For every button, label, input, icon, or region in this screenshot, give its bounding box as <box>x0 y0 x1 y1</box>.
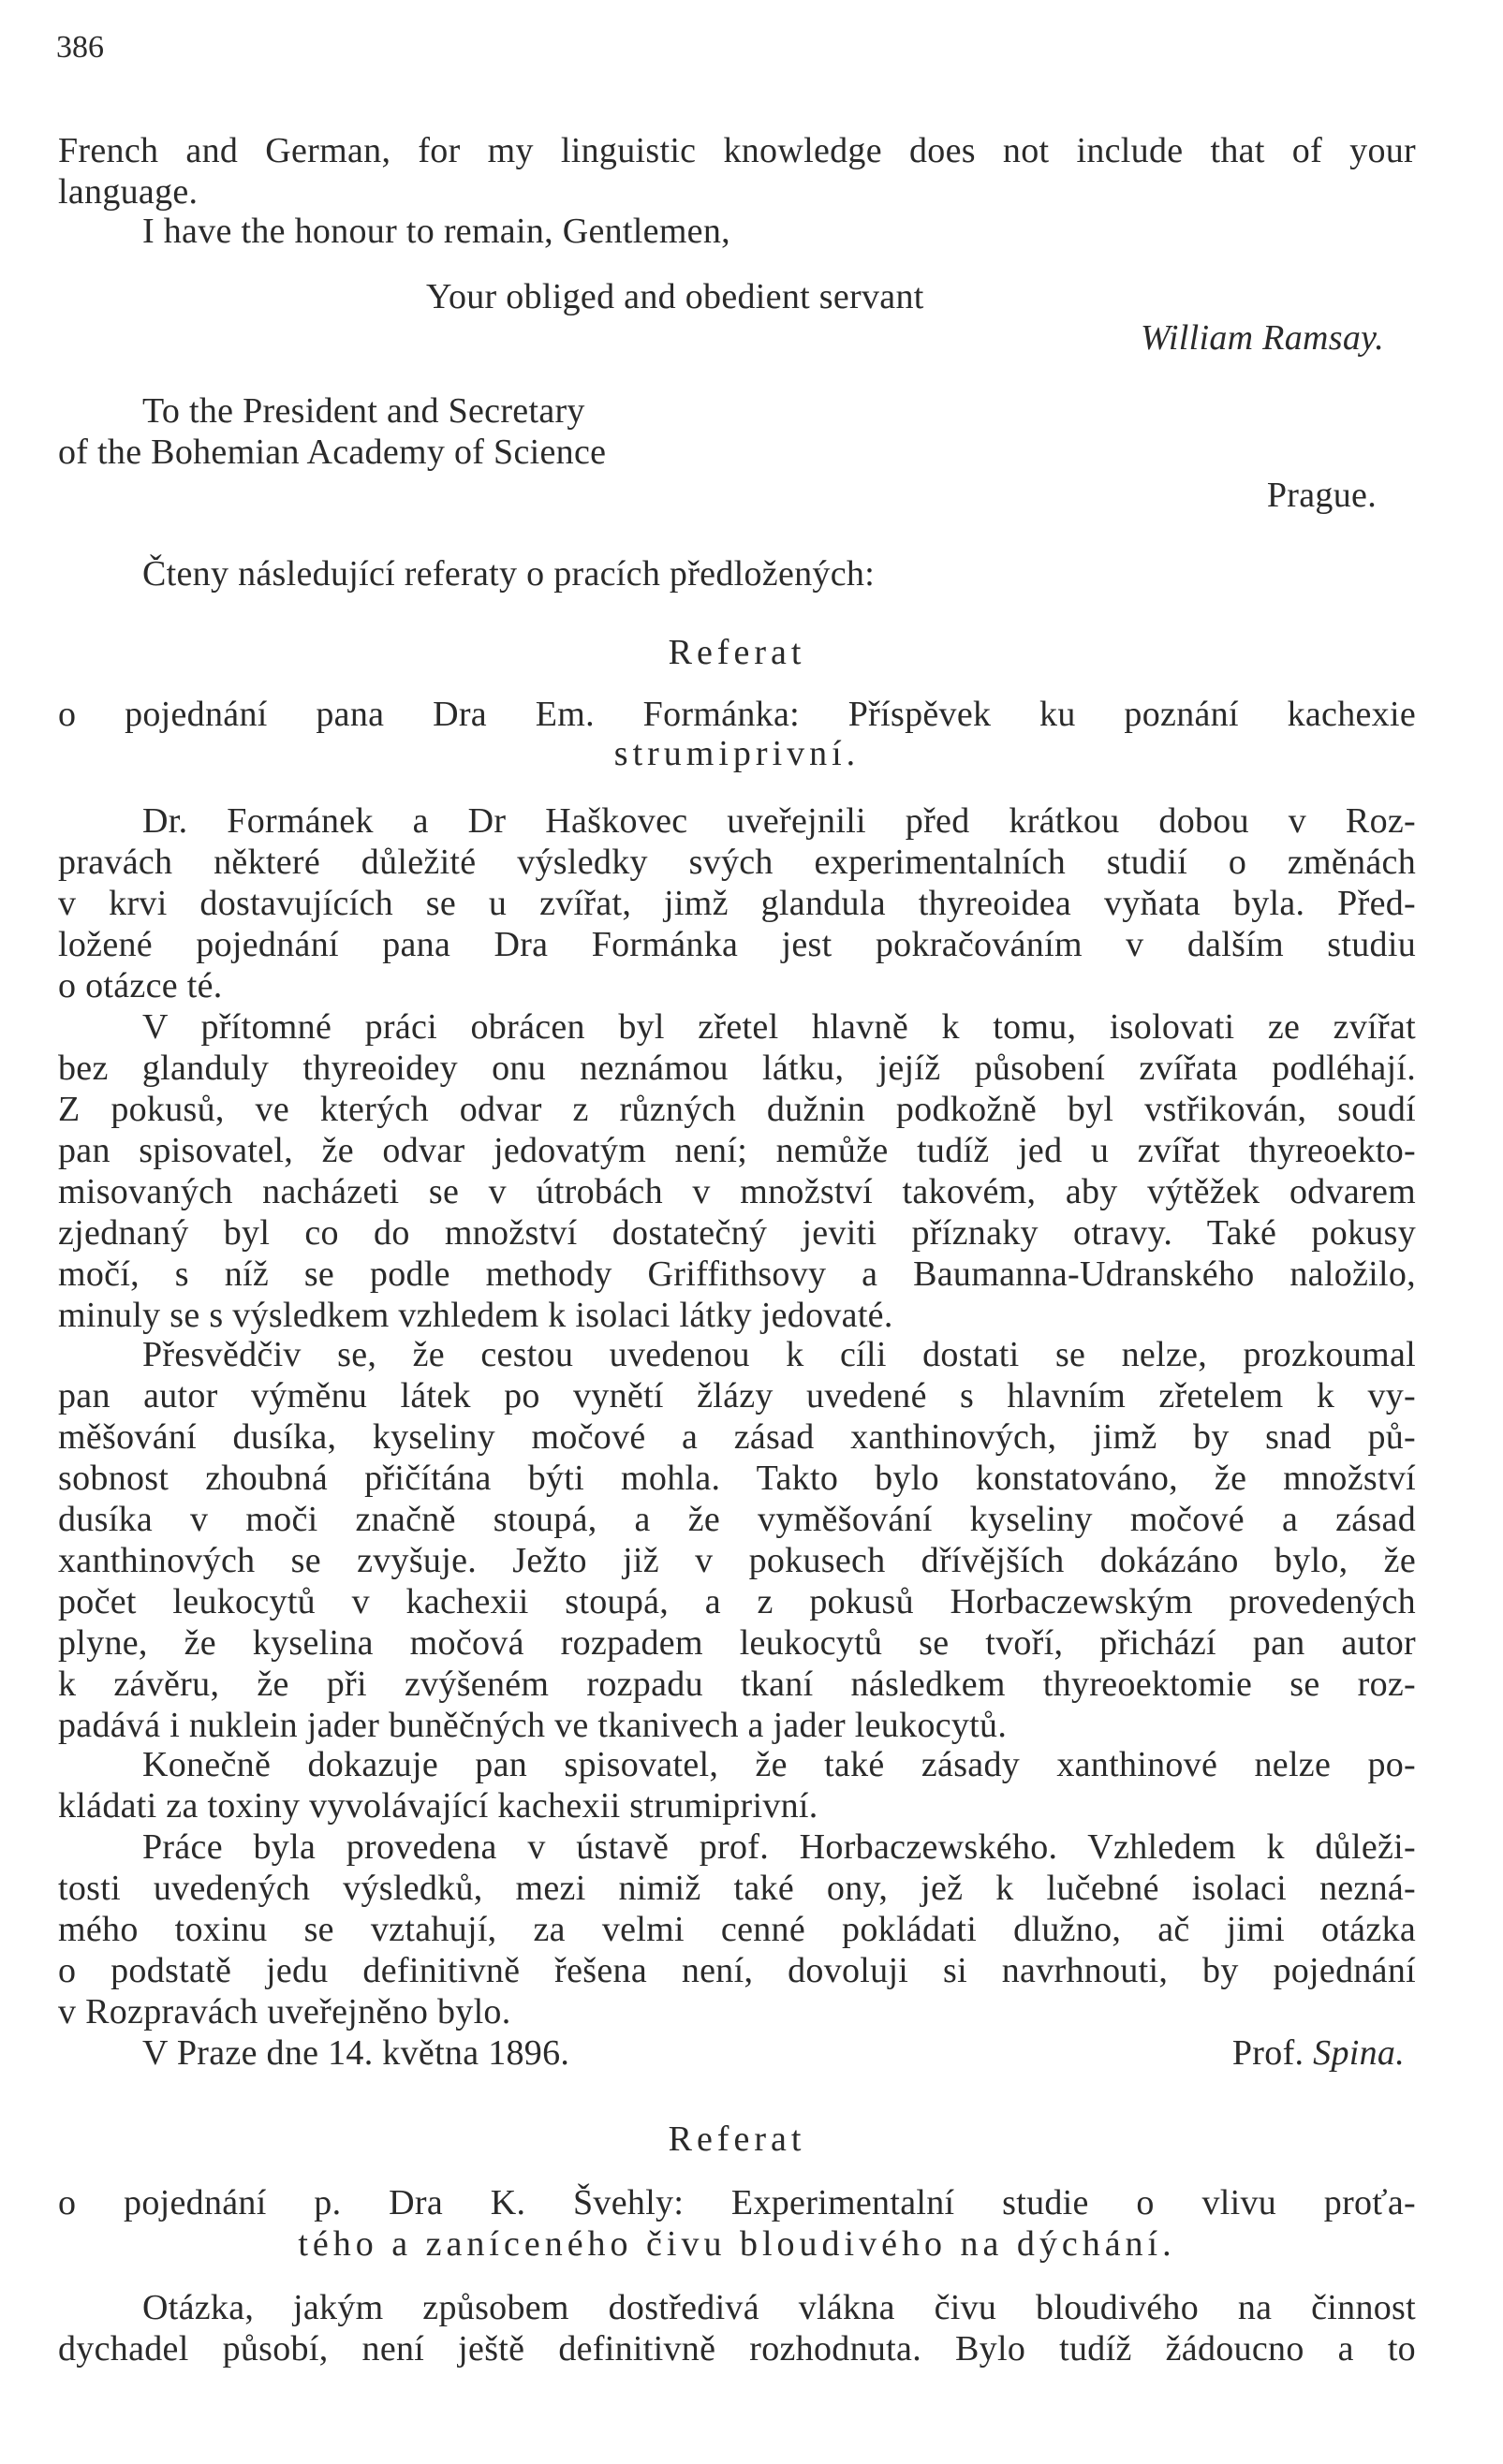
body-line: sobnost zhoubná přičítána býti mohla. Takto bylo konstatováno, že množství <box>58 1459 1416 1498</box>
letter-line: To the President and Secretary <box>142 391 585 431</box>
letter-line: language. <box>58 172 199 212</box>
body-line: Konečně dokazuje pan spisovatel, že také zásady xanthinové nelze po- <box>142 1745 1416 1784</box>
letter-line: of the Bohemian Academy of Science <box>58 433 607 472</box>
intro-line: Čteny následující referaty o pracích předložených: <box>142 554 876 594</box>
letter-signature <box>936 316 1384 359</box>
body-line: měšování dusíka, kyseliny močové a zásad xanthinových, jimž by snad pů- <box>58 1417 1416 1457</box>
body-line: dychadel působí, není ještě definitivně rozhodnuta. Bylo tudíž žádoucno a to <box>58 2329 1416 2369</box>
body-line: pan spisovatel, že odvar jedovatým není; nemůže tudíž jed u zvířat thyreoekto- <box>58 1131 1416 1170</box>
body-line: bez glanduly thyreoidey onu neznámou látku, jejíž působení zvířata podléhají. <box>58 1049 1416 1088</box>
body-line: močí, s níž se podle methody Griffithsovy a Baumanna-Udranského naložilo, <box>58 1254 1416 1294</box>
letter-line: Your obliged and obedient servant <box>426 277 924 316</box>
body-line: kládati za toxiny vyvolávající kachexii strumiprivní. <box>58 1786 818 1826</box>
body-line: ložené pojednání pana Dra Formánka jest pokračováním v dalším studiu <box>58 925 1416 964</box>
letter-line: Prague. <box>1266 476 1377 515</box>
body-line: v Rozpravách uveřejněno bylo. <box>58 1992 511 2031</box>
referat-date: V Praze dne 14. května 1896. <box>142 2033 570 2073</box>
referat-subject: o pojednání p. Dra K. Švehly: Experimentalní studie o vlivu proťa- <box>58 2183 1416 2222</box>
body-line: plyne, že kyselina močová rozpadem leukocytů se tvoří, přichází pan autor <box>58 1623 1416 1663</box>
page-number: 386 <box>56 30 104 65</box>
body-line: mého toxinu se vztahují, za velmi cenné pokládati dlužno, ač jimi otázka <box>58 1910 1416 1949</box>
body-line: pan autor výměnu látek po vynětí žlázy uvedené s hlavním zřetelem k vy- <box>58 1376 1416 1415</box>
body-line: Otázka, jakým způsobem dostředivá vlákna čivu bloudivého na činnost <box>142 2288 1416 2327</box>
referat-heading: Referat <box>668 633 806 672</box>
body-line: k závěru, že při zvýšeném rozpadu tkaní následkem thyreoektomie se roz- <box>58 1665 1416 1704</box>
body-line: Dr. Formánek a Dr Haškovec uveřejnili před krátkou dobou v Roz- <box>142 801 1416 841</box>
body-line: V přítomné práci obrácen byl zřetel hlavně k tomu, isolovati ze zvířat <box>142 1007 1416 1047</box>
body-line: počet leukocytů v kachexii stoupá, a z pokusů Horbaczewským provedených <box>58 1582 1416 1621</box>
body-line: Práce byla provedena v ústavě prof. Horbaczewského. Vzhledem k důleži- <box>142 1827 1416 1867</box>
body-line: xanthinových se zvyšuje. Ježto již v pokusech dřívějších dokázáno bylo, že <box>58 1541 1416 1580</box>
body-line: padává i nuklein jader buněčných ve tkanivech a jader leukocytů. <box>58 1706 1008 1745</box>
body-line: Přesvědčiv se, že cestou uvedenou k cíli dostati se nelze, prozkoumal <box>142 1335 1416 1374</box>
body-line: tosti uvedených výsledků, mezi nimiž také ony, jež k lučebné isolaci nezná- <box>58 1869 1416 1908</box>
referat-heading: Referat <box>668 2119 806 2159</box>
letter-line: French and German, for my linguistic knowledge does not include that of your <box>58 131 1416 170</box>
signature-name: Spina. <box>1313 2033 1405 2073</box>
letter-line: I have the honour to remain, Gentlemen, <box>142 212 730 251</box>
referat-signature <box>1030 2031 1405 2075</box>
body-line: v krvi dostavujících se u zvířat, jimž glandula thyreoidea vyňata byla. Před- <box>58 884 1416 923</box>
body-line: dusíka v moči značně stoupá, a že vyměšování kyseliny močové a zásad <box>58 1500 1416 1539</box>
referat-subject: o pojednání pana Dra Em. Formánka: Příspěvek ku poznání kachexie <box>58 695 1416 734</box>
body-line: misovaných nacházeti se v útrobách v množství takovém, aby výtěžek odvarem <box>58 1172 1416 1211</box>
body-line: Z pokusů, ve kterých odvar z různých dužnin podkožně byl vstřikován, soudí <box>58 1090 1416 1129</box>
signature-name: William Ramsay. <box>1141 318 1384 358</box>
body-line: pravách některé důležité výsledky svých experimentalních studií o změnách <box>58 843 1416 882</box>
referat-subject: strumiprivní. <box>613 734 861 773</box>
body-line: o podstatě jedu definitivně řešena není, dovoluji si navrhnouti, by pojednání <box>58 1951 1416 1990</box>
signature-title: Prof. <box>1231 2033 1304 2073</box>
body-line: zjednaný byl co do množství dostatečný jeviti příznaky otravy. Také pokusy <box>58 1213 1416 1253</box>
referat-subject: tého a zaníceného čivu bloudivého na dýchání. <box>298 2224 1176 2264</box>
body-line: minuly se s výsledkem vzhledem k isolaci látky jedovaté. <box>58 1296 893 1335</box>
body-line: o otázce té. <box>58 966 223 1005</box>
